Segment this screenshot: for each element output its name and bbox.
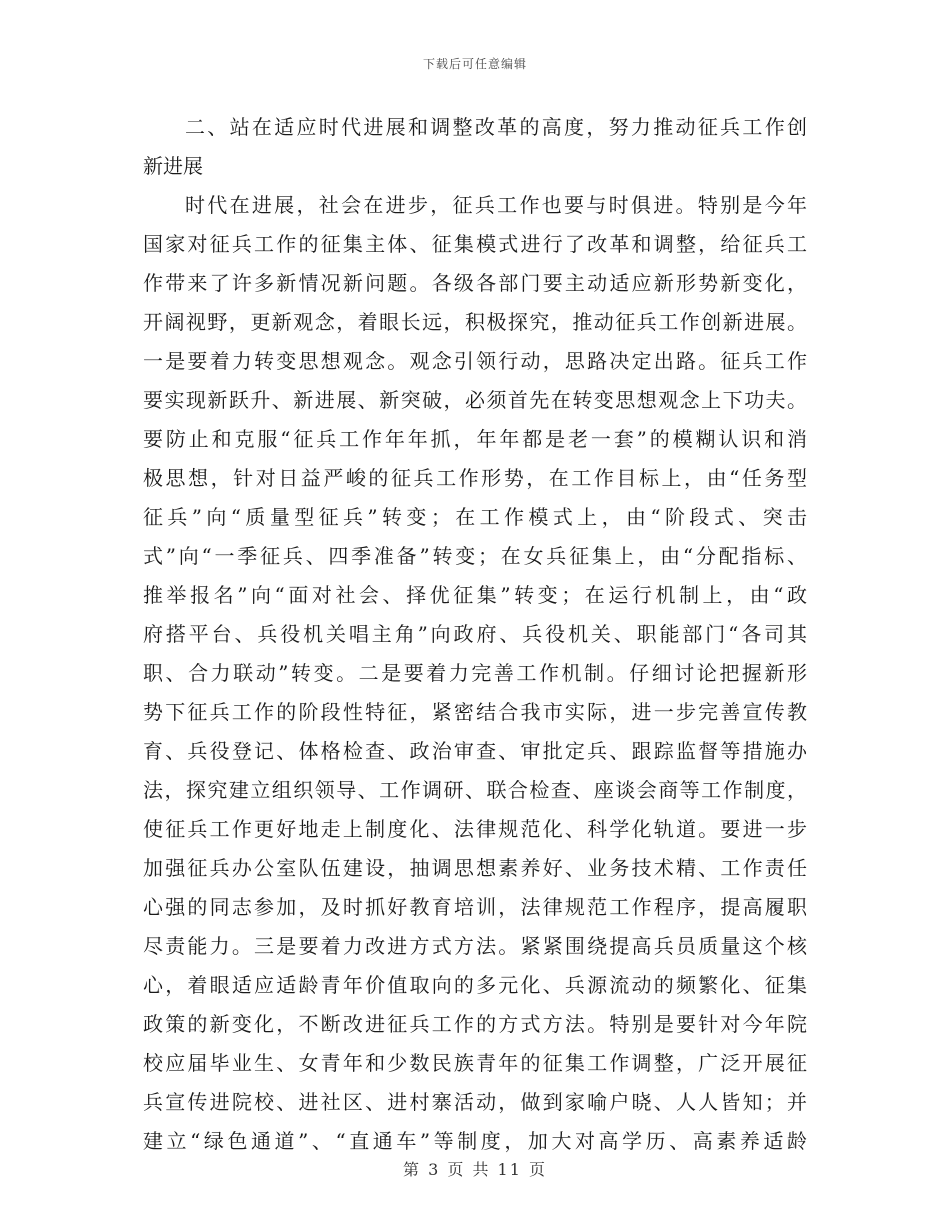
paragraph-line: 使征兵工作更好地走上制度化、法律规范化、科学化轨道。要进一步 bbox=[143, 817, 807, 841]
paragraph-line: 征兵”向“质量型征兵”转变；在工作模式上，由“阶段式、突击 bbox=[143, 505, 807, 529]
paragraph-line: 作带来了许多新情况新问题。各级各部门要主动适应新形势新变化， bbox=[143, 271, 807, 295]
paragraph-line: 推举报名”向“面对社会、择优征集”转变；在运行机制上，由“政 bbox=[143, 583, 807, 607]
paragraph-line: 兵宣传进院校、进社区、进村寨活动，做到家喻户晓、人人皆知；并 bbox=[143, 1090, 807, 1114]
paragraph-line: 育、兵役登记、体格检查、政治审查、审批定兵、跟踪监督等措施办 bbox=[143, 739, 807, 763]
paragraph-line: 尽责能力。三是要着力改进方式方法。紧紧围绕提高兵员质量这个核 bbox=[143, 934, 807, 958]
paragraph-line: 势下征兵工作的阶段性特征，紧密结合我市实际，进一步完善宣传教 bbox=[143, 700, 807, 724]
paragraph-line: 心强的同志参加，及时抓好教育培训，法律规范工作程序，提高履职 bbox=[143, 895, 807, 919]
page-number-footer: 第 3 页 共 11 页 bbox=[403, 1160, 547, 1179]
paragraph-line: 要防止和克服“征兵工作年年抓，年年都是老一套”的模糊认识和消 bbox=[143, 427, 807, 451]
document-body bbox=[143, 108, 807, 1161]
page-header: 下载后可任意编辑 bbox=[422, 57, 527, 71]
paragraph-line: 时代在进展，社会在进步，征兵工作也要与时俱进。特别是今年 bbox=[185, 193, 807, 217]
paragraph-line: 建立“绿色通道”、“直通车”等制度，加大对高学历、高素养适龄 bbox=[143, 1129, 807, 1153]
paragraph-line: 法，探究建立组织领导、工作调研、联合检查、座谈会商等工作制度， bbox=[143, 778, 807, 802]
paragraph-line: 要实现新跃升、新进展、新突破，必须首先在转变思想观念上下功夫。 bbox=[143, 388, 807, 412]
paragraph-line: 府搭平台、兵役机关唱主角”向政府、兵役机关、职能部门“各司其 bbox=[143, 622, 807, 646]
paragraph-line: 加强征兵办公室队伍建设，抽调思想素养好、业务技术精、工作责任 bbox=[143, 856, 807, 880]
paragraph-line: 国家对征兵工作的征集主体、征集模式进行了改革和调整，给征兵工 bbox=[143, 232, 807, 256]
section-heading-line: 新进展 bbox=[143, 154, 203, 178]
paragraph-line: 心，着眼适应适龄青年价值取向的多元化、兵源流动的频繁化、征集 bbox=[143, 973, 807, 997]
paragraph-line: 职、合力联动”转变。二是要着力完善工作机制。仔细讨论把握新形 bbox=[143, 661, 807, 685]
paragraph-line: 开阔视野，更新观念，着眼长远，积极探究，推动征兵工作创新进展。 bbox=[143, 310, 807, 334]
paragraph-line: 政策的新变化，不断改进征兵工作的方式方法。特别是要针对今年院 bbox=[143, 1012, 807, 1036]
paragraph-line: 极思想，针对日益严峻的征兵工作形势，在工作目标上，由“任务型 bbox=[143, 466, 807, 490]
paragraph-line: 一是要着力转变思想观念。观念引领行动，思路决定出路。征兵工作 bbox=[143, 349, 807, 373]
section-heading-line: 二、站在适应时代进展和调整改革的高度，努力推动征兵工作创 bbox=[185, 115, 807, 139]
paragraph-line: 校应届毕业生、女青年和少数民族青年的征集工作调整，广泛开展征 bbox=[143, 1051, 807, 1075]
paragraph-line: 式”向“一季征兵、四季准备”转变；在女兵征集上，由“分配指标、 bbox=[143, 544, 807, 568]
